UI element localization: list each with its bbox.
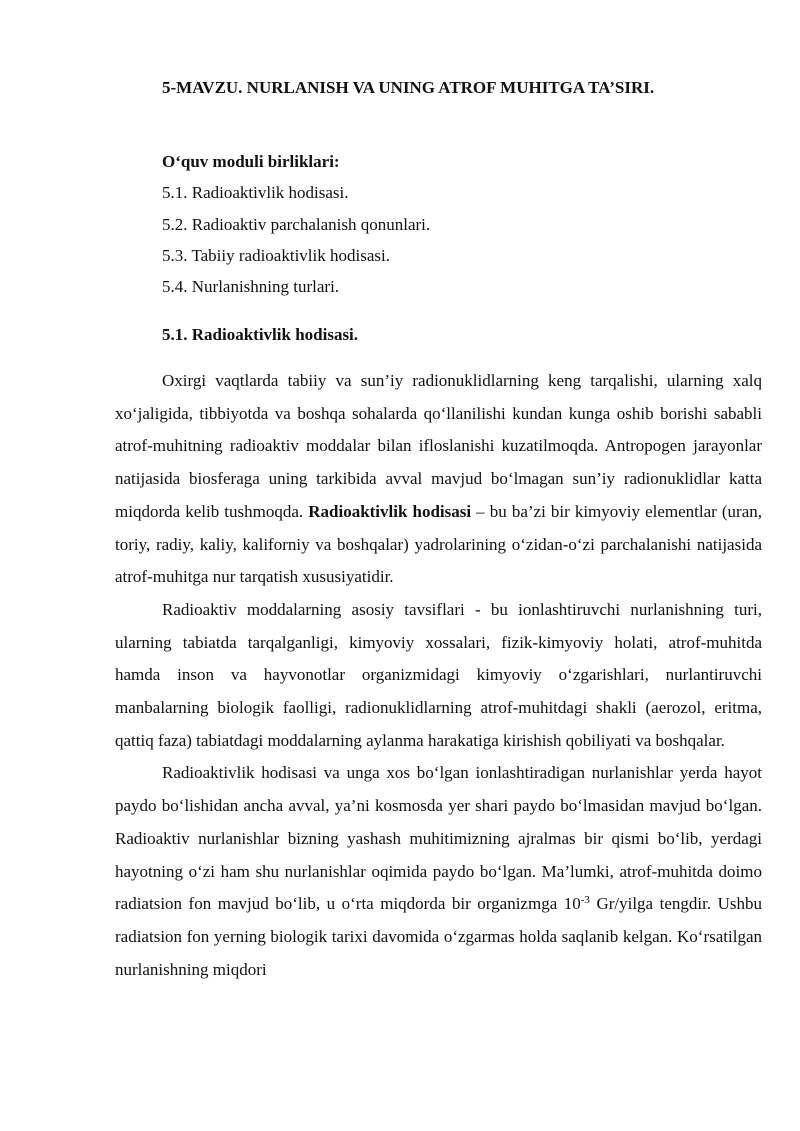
module-units-heading: O‘quv moduli birliklari:: [162, 152, 340, 171]
module-units-list: [162, 146, 430, 302]
paragraph-1: [115, 365, 762, 594]
term-radioactivity: Radioaktivlik hodisasi: [308, 501, 472, 521]
paragraph-1-lead: Oxirgi vaqtlarda tabiiy va sun’iy radionuklidlarning keng tarqalishi, ularning xalq xo‘jaligida, tibbiyotda va boshqa sohalarda qo‘llanilishi kundan kunga oshib borishi sababli atrof-muhitning radioaktiv moddalar bilan ifloslanishi kuzatilmoqda. Antropogen jarayonlar natijasida biosferaga uning tarkibida avval mavjud bo‘lmagan sun’iy radionuklidlar katta miqdorda kelib tushmoqda.: [115, 371, 762, 521]
paragraph-3-part2: Gr/yilga tengdir. Ushbu radiatsion fon yerning biologik tarixi davomida o‘zgarmas holda saqlanib kelgan. Ko‘rsatilgan nurlanishning miqdori: [115, 894, 762, 979]
module-unit-item: 5.2. Radioaktiv parchalanish qonunlari.: [162, 214, 431, 234]
body-text: [115, 365, 762, 986]
dose-base: 10: [563, 894, 581, 914]
paragraph-1-rest: – bu ba’zi bir kimyoviy elementlar (uran, toriy, radiy, kaliy, kaliforniy va boshqalar) yadrolarining o‘zidan-o‘zi parchalanishi natijasida atrof-muhitga nur tarqatish xususiyatidir.: [115, 501, 762, 587]
dose-exponent: -3: [580, 894, 590, 907]
paragraph-2: Radioaktiv moddalarning asosiy tavsiflari - bu ionlashtiruvchi nurlanishning turi, ularning tabiatda tarqalganligi, kimyoviy xossalari, fizik-kimyoviy holati, atrof-muhitda hamda inson va hayvonotlar organizmidagi kimyoviy o‘zgarishlari, nurlantiruvchi manbalarning biologik faolligi, radionuklidlarning atrof-muhitdagi shakli (aerozol, eritma, qattiq faza) tabiatdagi moddalarning aylanma harakatiga kirishish qobiliyati va boshqalar.: [115, 599, 762, 750]
page-title: 5-MAVZU. NURLANISH VA UNING ATROF MUHITGA TA’SIRI.: [162, 78, 655, 97]
module-unit-item: 5.4. Nurlanishning turlari.: [162, 277, 340, 297]
module-unit-item: 5.3. Tabiiy radioaktivlik hodisasi.: [162, 245, 390, 265]
paragraph-3-part1: Radioaktivlik hodisasi va unga xos bo‘lgan ionlashtiradigan nurlanishlar yerda hayot paydo bo‘lishidan ancha avval, ya’ni kosmosda yer shari paydo bo‘lmasidan mavjud bo‘lgan. Radioaktiv nurlanishlar bizning yashash muhitimizning ajralmas bir qismi bo‘lib, yerdagi hayotning o‘zi ham shu nurlanishlar oqimida paydo bo‘lgan. Ma’lumki, atrof-muhitda doimo radiatsion fon mavjud bo‘lib, u o‘rta miqdorda bir organizmga: [115, 763, 762, 914]
paragraph-3: [115, 757, 762, 986]
section-heading: 5.1. Radioaktivlik hodisasi.: [162, 325, 359, 344]
module-unit-item: 5.1. Radioaktivlik hodisasi.: [162, 183, 349, 203]
